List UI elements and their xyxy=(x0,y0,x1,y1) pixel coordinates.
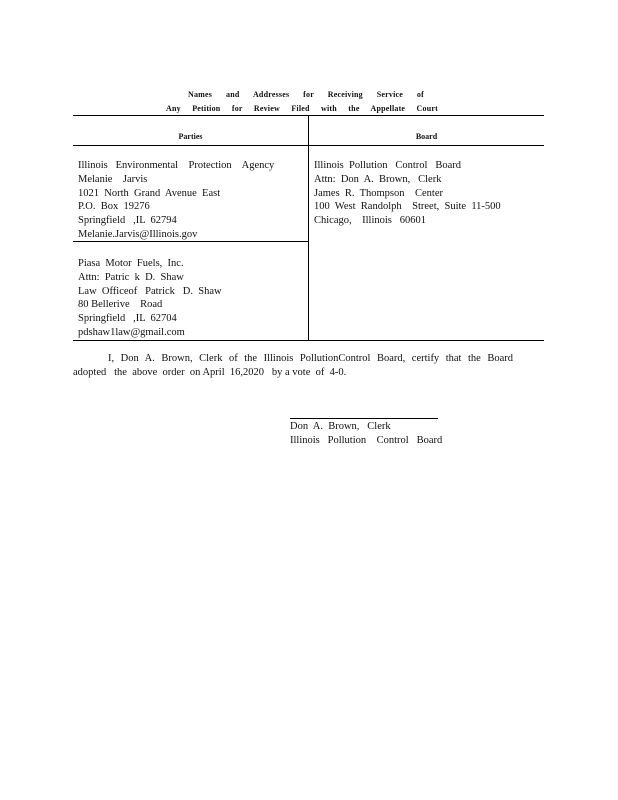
board-line: James R. Thompson Center xyxy=(314,187,444,199)
board-line: Chicago, Illinois 60601 xyxy=(314,215,426,227)
party-1-line: Springfield ,IL 62794 xyxy=(78,215,177,227)
party-1-line: P.O. Box 19276 xyxy=(78,201,150,213)
table-bottom-rule xyxy=(73,340,544,341)
signature-name: Don A. Brown, Clerk xyxy=(290,421,391,432)
party-2-line: Piasa Motor Fuels, Inc. xyxy=(78,258,184,269)
party-1-address xyxy=(78,159,274,242)
signature-line xyxy=(290,418,438,419)
party-2-address xyxy=(78,257,222,340)
board-line: Illinois Pollution Control Board xyxy=(314,160,462,171)
party-1-email: Melanie.Jarvis@Illinois.gov xyxy=(78,228,198,240)
certification-line-1: I, Don A. Brown, Clerk of the Illinois PollutionControl Board, certify that the Board xyxy=(108,353,513,364)
party-2-email: pdshaw1law@gmail.com xyxy=(78,326,185,338)
party-1-line: 1021 North Grand Avenue East xyxy=(78,187,221,199)
board-line: Attn: Don A. Brown, Clerk xyxy=(314,173,442,185)
board-address xyxy=(314,159,501,228)
signature-organization: Illinois Pollution Control Board xyxy=(290,435,443,446)
column-divider xyxy=(308,115,309,340)
party-1-line: Melanie Jarvis xyxy=(78,173,148,185)
party-1-line: Illinois Environmental Protection Agency xyxy=(78,160,275,171)
board-line: 100 West Randolph Street, Suite 11-500 xyxy=(314,201,501,213)
party-2-line: 80 Bellerive Road xyxy=(78,299,163,311)
signature-block xyxy=(290,420,442,448)
certification-paragraph xyxy=(73,352,513,380)
column-header-board: Board xyxy=(415,132,438,141)
party-2-line: Law Officeof Patrick D. Shaw xyxy=(78,285,222,297)
party-2-line: Springfield ,IL 62704 xyxy=(78,313,177,325)
certification-line-2: adopted the above order on April 16,2020 by a vote of 4-0. xyxy=(73,367,347,378)
party-2-line: Attn: Patric k D. Shaw xyxy=(78,271,184,283)
column-header-parties: Parties xyxy=(178,132,203,141)
document-title-line-2: Any Petition for Review Filed with the Appellate Court xyxy=(166,104,438,113)
document-title-line-1: Names and Addresses for Receiving Service of xyxy=(188,90,424,99)
